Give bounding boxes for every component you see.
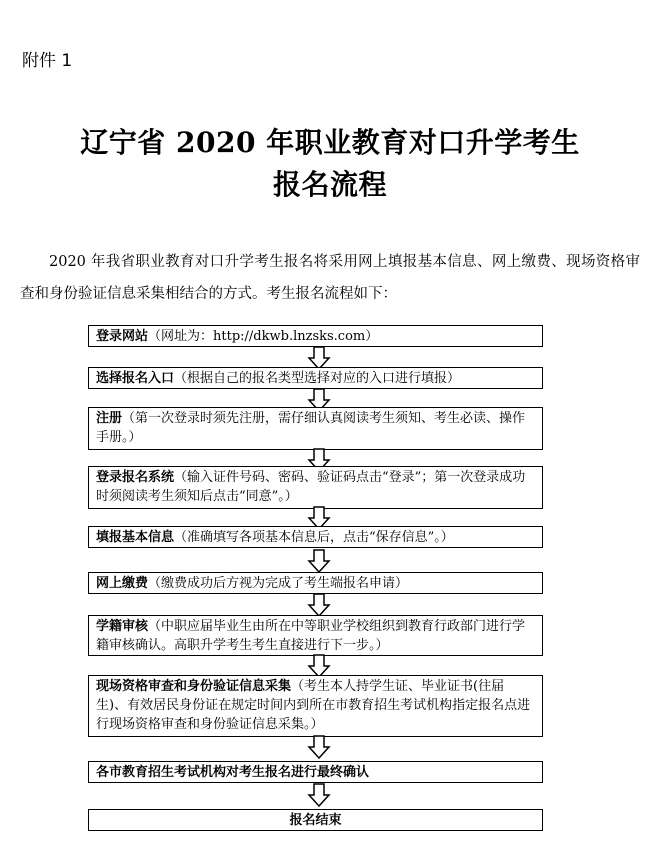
flow-step-final-confirmation bbox=[88, 761, 543, 783]
flow-step-registration-end bbox=[88, 809, 543, 831]
flow-step-onsite-verification bbox=[88, 675, 543, 737]
step-label: 选择报名入口 bbox=[96, 371, 175, 386]
flow-step-login-system bbox=[88, 466, 543, 509]
down-arrow-icon bbox=[307, 735, 331, 759]
step-label: 现场资格审查和身份验证信息采集 bbox=[96, 679, 292, 694]
step-label: 注册 bbox=[96, 411, 123, 426]
flow-step-select-entry bbox=[88, 367, 543, 389]
flow-step-online-payment bbox=[88, 572, 543, 594]
down-arrow-icon bbox=[307, 549, 331, 573]
step-label: 网上缴费 bbox=[96, 576, 149, 591]
step-label: 报名结束 bbox=[289, 813, 342, 828]
down-arrow-icon bbox=[307, 593, 331, 617]
step-note: （网址为：http://dkwb.lnzsks.com） bbox=[148, 329, 379, 344]
flow-step-status-review bbox=[88, 615, 543, 656]
intro-paragraph: 2020 年我省职业教育对口升学考生报名将采用网上填报基本信息、网上缴费、现场资格审查和身份验证信息采集相结合的方式。考生报名流程如下： bbox=[20, 254, 640, 302]
step-note: （准确填写各项基本信息后，点击“保存信息”。） bbox=[174, 530, 454, 545]
attachment-label: 附件 1 bbox=[22, 51, 73, 71]
document-title-line2: 报名流程 bbox=[272, 168, 387, 201]
step-label: 学籍审核 bbox=[96, 619, 149, 634]
step-note: （中职应届毕业生由所在中等职业学校组织到教育行政部门进行学籍审核确认。高职升学考生考生直接进行下一步。） bbox=[96, 619, 526, 653]
step-note: （根据自己的报名类型选择对应的入口进行填报） bbox=[174, 371, 461, 386]
step-note: （第一次登录时须先注册，需仔细认真阅读考生须知、考生必读、操作手册。） bbox=[96, 411, 526, 445]
step-label: 登录网站 bbox=[96, 329, 149, 344]
step-note: （输入证件号码、密码、验证码点击“登录”；第一次登录成功时须阅读考生须知后点击“同意”。） bbox=[96, 470, 526, 504]
step-label: 登录报名系统 bbox=[96, 470, 175, 485]
step-note: （缴费成功后方视为完成了考生端报名申请） bbox=[148, 576, 409, 591]
down-arrow-icon bbox=[307, 783, 331, 807]
document-title-line1: 辽宁省 2020 年职业教育对口升学考生 bbox=[80, 126, 580, 159]
flow-step-register bbox=[88, 407, 543, 450]
flow-step-fill-info bbox=[88, 526, 543, 548]
step-note: （考生本人持学生证、毕业证书(往届生)、有效居民身份证在规定时间内到所在市教育招生考试机构指定报名点进行现场资格审查和身份验证信息采集。） bbox=[96, 679, 531, 732]
step-label: 填报基本信息 bbox=[96, 530, 175, 545]
flow-step-login-website bbox=[88, 325, 543, 347]
step-label: 各市教育招生考试机构对考生报名进行最终确认 bbox=[96, 765, 370, 780]
